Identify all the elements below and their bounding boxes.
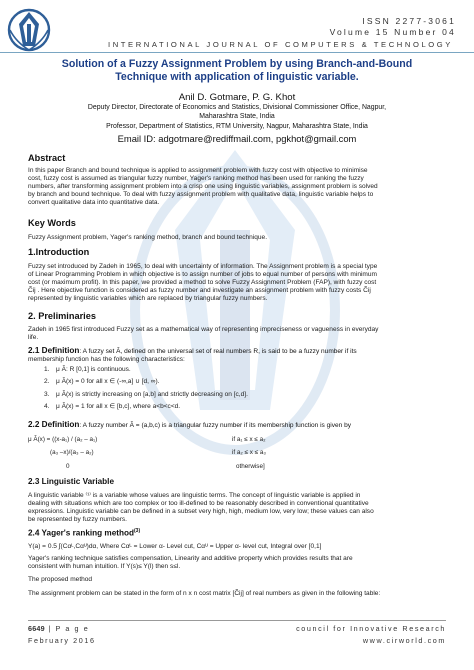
page-word: P a g e [55, 624, 90, 633]
abstract-line: by branch and bound technique. To deal with fuzzy assignment problem with qualitative data, linguistic variable helps to [28, 190, 374, 198]
author-email: Email ID: adgotmare@rediffmail.com, pgkhot@gmail.com [117, 133, 357, 144]
header-divider [0, 52, 474, 53]
membership-formula-2: (a₃ –x)/(a₃ – a₂) [50, 449, 94, 456]
yager-ranking-heading: 2.4 Yager's ranking method$^{(3)}$ [28, 528, 141, 538]
intro-line: cost (or maximum profit). In this paper, we provided a method to solve Fuzzy Assignment Problem (FAP), with fuzzy cost [28, 278, 377, 286]
preliminaries-heading: 2. Preliminaries [28, 311, 96, 321]
keywords-text: Fuzzy Assignment problem, Yager's ranking method, branch and bound technique. [28, 234, 268, 241]
keywords-heading: Key Words [28, 218, 76, 228]
volume-text: Volume 15 Number 04 [329, 27, 456, 37]
linguistic-variable-text [28, 492, 447, 524]
issue-date: February 2016 [28, 636, 96, 645]
affiliation-1-line2: Maharashtra State, India [199, 112, 275, 120]
paper-authors: Anil D. Gotmare, P. G. Khot [178, 92, 296, 103]
assignment-statement: The assignment problem can be stated in the form of n x n cost matrix [C̃ij] of real numbers as given in the following table: [28, 590, 381, 597]
ling-line: be represented by fuzzy numbers. [28, 515, 127, 523]
membership-condition-1: if a₁ ≤ x ≤ a₂ [232, 436, 266, 443]
list-item: 3. μ Ã(x) is strictly increasing on [a,b] and strictly decreasing on [c,d]. [44, 390, 248, 398]
ling-line: expressions. Linguistic variable can be defined in a subset very high, high, medium low, very low; these values can also [28, 507, 374, 515]
ijct-logo [6, 6, 52, 52]
prelim-line: Zadeh in 1965 first introduced Fuzzy set as a mathematical way of representing impreciseness or vagueness in everyday [28, 326, 379, 333]
definition-2-2-heading: 2.2 Definition [28, 420, 80, 429]
council-name: council for Innovative Research [296, 624, 446, 633]
intro-line: of Linear Programming Problem in which objective is to assign number of jobs to equal number of persons with minimum [28, 270, 377, 278]
paper-title [20, 58, 454, 84]
membership-formula-3: 0 [66, 463, 70, 470]
abstract-line: convert qualitative data into quantitative data. [28, 198, 160, 206]
introduction-text [28, 263, 447, 303]
yager-line: consistent with human intuition. If Y(s)≤ Y(l) then s≤l. [28, 562, 181, 570]
intro-line: represented by linguistic variables which are replaced by triangular fuzzy numbers. [28, 294, 268, 302]
paper-title-line1: Solution of a Fuzzy Assignment Problem by using Branch-and-Bound [61, 58, 413, 70]
abstract-line: In this paper Branch and bound technique is applied to assignment problem with fuzzy cost with objective to minimise [28, 167, 368, 174]
list-item: 1. μ Ã: R [0,1] is continuous. [44, 366, 131, 373]
issn-block [330, 16, 456, 37]
website-link[interactable]: www.cirworld.com [362, 636, 446, 645]
membership-condition-3: otherwise] [236, 463, 265, 470]
yager-reference: (3) [134, 528, 141, 534]
journal-name: INTERNATIONAL JOURNAL OF COMPUTERS & TECHNOLOGY [108, 40, 453, 49]
affiliation-1 [30, 104, 444, 121]
abstract-line: numbers, after transforming assignment problem into a crisp one using linguistic variables, assignment problem is solved [28, 182, 378, 190]
definition-2-2 [28, 420, 351, 429]
affiliation-2: Professor, Department of Statistics, RTM University, Nagpur, Maharashtra State, India [106, 123, 368, 130]
membership-formula-1: μ Ã(x) = ((x-a₁) / (a₂ – a₁) [28, 436, 98, 443]
proposed-method-label: The proposed method [28, 576, 93, 583]
intro-line: C̃ij . Here objective function is considered as fuzzy number and investigate an assignment problem with fuzzy costs C̃ij [28, 286, 371, 294]
intro-line: Fuzzy set introduced by Zadeh in 1965, to deal with uncertainty of information. The Assignment problem is a special type [28, 263, 378, 270]
linguistic-variable-heading: 2.3 Linguistic Variable [28, 477, 115, 486]
list-item: 4. μ Ã(x) = 1 for all x ∈ [b,c], where a<b<c<d. [44, 403, 181, 411]
issn-text: ISSN 2277-3061 [362, 16, 456, 26]
definition-2-1-heading: 2.1 Definition [28, 346, 80, 355]
ling-line: dealing with situations which are too complex or too ill-defined to be reasonably described in conventional quantitative [28, 499, 369, 507]
definition-2-1-line2: membership function has the following characteristics: [28, 356, 185, 363]
membership-condition-2: if a₂ ≤ x ≤ a₃ [232, 449, 266, 456]
definition-2-2-text: : A fuzzy number Ã = (a,b,c) is a triangular fuzzy number if its membership function is given by [79, 422, 352, 429]
abstract-heading: Abstract [28, 153, 66, 163]
definition-2-1 [28, 346, 357, 355]
footer-divider [28, 620, 446, 621]
preliminaries-text [28, 326, 447, 342]
page-number: 6649 [28, 624, 45, 633]
page-number-block: 6649 | P a g e [28, 624, 90, 633]
yager-formula: Y(a) = 0.5 ∫(Cαᴸ,Cαᵁ)dα, Where Cαᴸ = Lower α- Level cut, Cαᵁ = Upper α- level cut, Integral over [0,1] [28, 543, 322, 550]
membership-characteristics-list [44, 364, 248, 414]
affiliation-1-line1: Deputy Director, Directorate of Economics and Statistics, Divisional Commissioner Office, Nagpur, [87, 104, 387, 111]
definition-2-1-text: : A fuzzy set Ã, defined on the universal set of real numbers R, is said to be a fuzzy number if its [79, 348, 357, 355]
abstract-text [28, 167, 447, 207]
ling-line: A linguistic variable ⁽¹⁾ is a variable whose values are linguistic terms. The concept of linguistic variable is applied in [28, 492, 361, 499]
introduction-heading: 1.Introduction [28, 247, 90, 257]
yager-line: Yager's ranking technique satisfies compensation, Linearity and additive property which provides results that are [28, 555, 353, 562]
prelim-line: life. [28, 333, 39, 341]
abstract-line: cost, fuzzy cost is assumed as triangular fuzzy number, Yager's ranking method has been used for ranking the fuzzy [28, 174, 364, 182]
paper-title-line2: Technique with application of linguistic variable. [115, 71, 359, 83]
yager-description [28, 555, 447, 571]
list-item: 2. μ Ã(x) = 0 for all x ∈ (-∞,a] ∪ [d, ∞). [44, 378, 160, 386]
